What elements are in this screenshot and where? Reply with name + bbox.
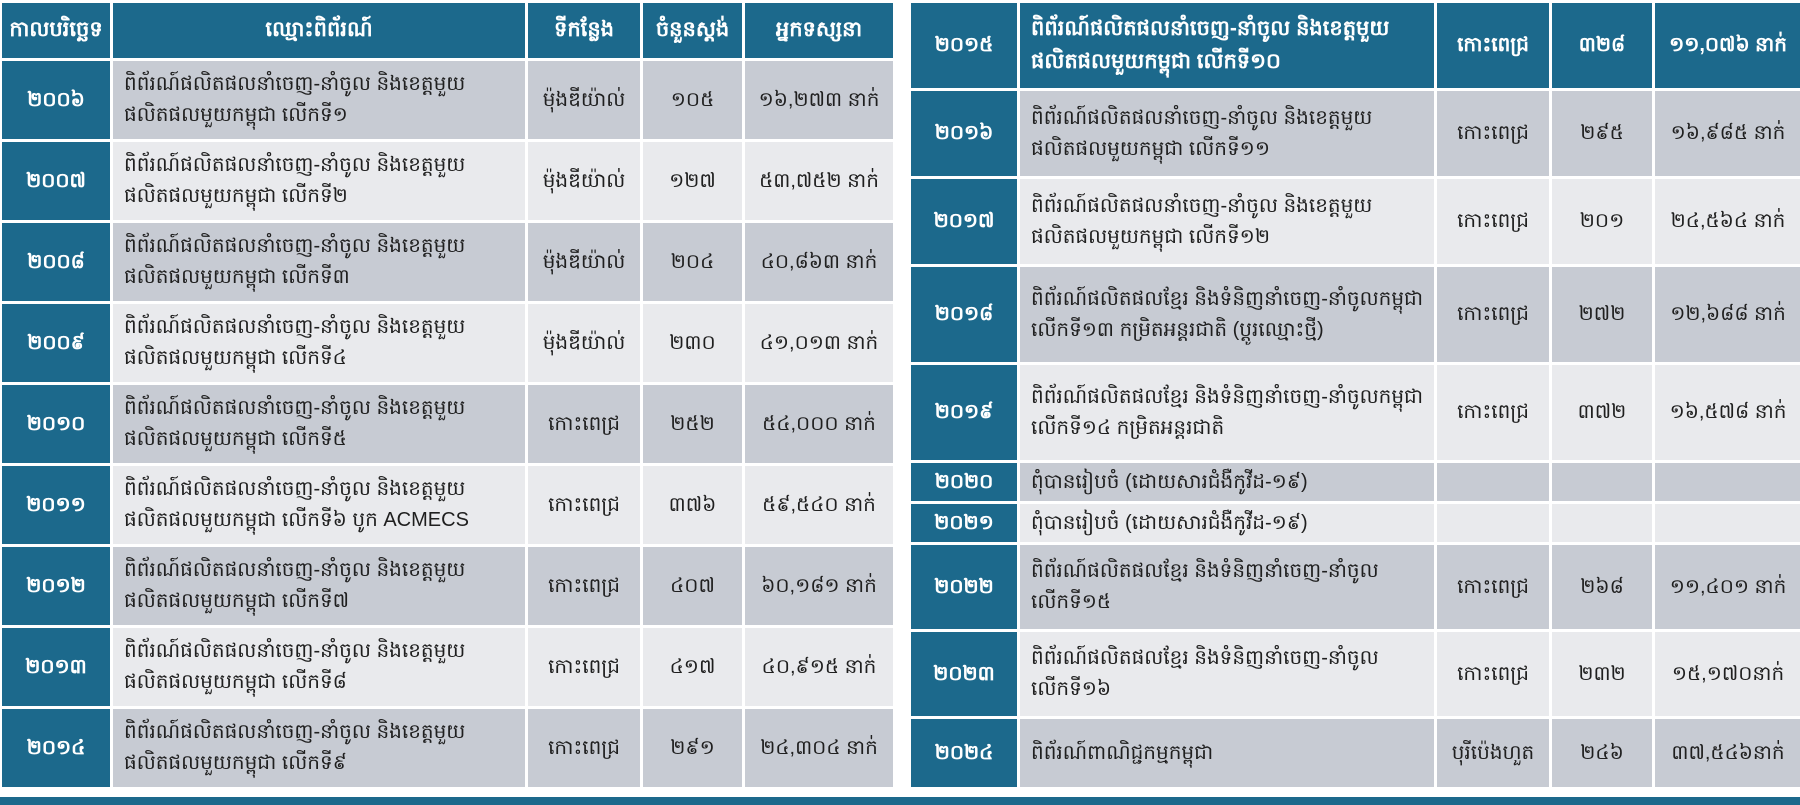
location-cell: កោះពេជ្រ (528, 709, 640, 787)
location-cell: កោះពេជ្រ (528, 628, 640, 706)
stands-cell: ២៣០ (643, 304, 742, 382)
stands-cell: ២៩៥ (1552, 91, 1652, 176)
stands-cell: ២៧២ (1552, 267, 1652, 362)
visitors-cell: ២៤,៥៦៤ នាក់ (1655, 179, 1800, 264)
visitors-cell (1655, 504, 1800, 542)
location-cell: ម៉ុងឌីយ៉ាល់ (528, 304, 640, 382)
visitors-cell: ៦០,១៨១ នាក់ (745, 547, 893, 625)
stands-cell: ២៣២ (1552, 632, 1652, 716)
stands-cell (1552, 504, 1652, 542)
name-cell: ពិព័រណ៍ផលិតផលខ្មែរ និងទំនិញនាំចេញ-នាំចូល លើកទី១៥ (1020, 545, 1434, 629)
year-cell: ២០១៣ (2, 628, 110, 706)
visitors-cell: ១២,៦៨៨ នាក់ (1655, 267, 1800, 362)
visitors-cell: ១១,០៧៦ នាក់ (1655, 3, 1800, 88)
name-cell: ពុំបានរៀបចំ (ដោយសារជំងឺកូវីដ-១៩) (1020, 504, 1434, 542)
visitors-cell: ២៤,៣០៤ នាក់ (745, 709, 893, 787)
name-cell: ពុំបានរៀបចំ (ដោយសារជំងឺកូវីដ-១៩) (1020, 463, 1434, 501)
year-cell: ២០១០ (2, 385, 110, 463)
name-cell: ពិព័រណ៍ផលិតផលនាំចេញ-នាំចូល និងខេត្តមួយផលិតផលមួយកម្ពុជា លើកទី៦ បូក ACMECS (113, 466, 525, 544)
visitors-cell: ៤០,៨៦៣ នាក់ (745, 223, 893, 301)
year-cell: ២០១១ (2, 466, 110, 544)
stands-cell: ២៤៦ (1552, 719, 1652, 787)
visitors-cell: ៥៤,០០០ នាក់ (745, 385, 893, 463)
stands-cell: ១២៧ (643, 142, 742, 220)
location-cell: កោះពេជ្រ (1437, 632, 1549, 716)
year-cell: ២០១៨ (911, 267, 1017, 362)
bottom-accent-bar (0, 797, 1800, 805)
stands-cell: ២៩១ (643, 709, 742, 787)
name-cell: ពិព័រណ៍ផលិតផលខ្មែរ និងទំនិញនាំចេញ-នាំចូលកម្ពុជា លើកទី១៣ កម្រិតអន្តរជាតិ (ប្តូរឈ្មោះថ្មី) (1020, 267, 1434, 362)
year-cell: ២០០៦ (2, 61, 110, 139)
name-cell: ពិព័រណ៍ផលិតផលនាំចេញ-នាំចូល និងខេត្តមួយផលិតផលមួយកម្ពុជា លើកទី៨ (113, 628, 525, 706)
stands-cell: ៣៧២ (1552, 365, 1652, 460)
stands-cell: ២០៤ (643, 223, 742, 301)
year-cell: ២០១៤ (2, 709, 110, 787)
year-cell: ២០២០ (911, 463, 1017, 501)
stands-cell: ៣៧៦ (643, 466, 742, 544)
stands-cell: ៤០៧ (643, 547, 742, 625)
stands-cell: ៣២៨ (1552, 3, 1652, 88)
year-cell: ២០១៧ (911, 179, 1017, 264)
visitors-cell: ១៦,៩៨៥ នាក់ (1655, 91, 1800, 176)
name-cell: ពិព័រណ៍ផលិតផលខ្មែរ និងទំនិញនាំចេញ-នាំចូលកម្ពុជា លើកទី១៤ កម្រិតអន្តរជាតិ (1020, 365, 1434, 460)
exhibitions-table-2015-2024 (911, 3, 1800, 787)
location-cell: កោះពេជ្រ (528, 466, 640, 544)
stands-cell: ២០១ (1552, 179, 1652, 264)
column-header: អ្នកទស្សនា (745, 3, 893, 58)
column-header: ឈ្មោះពិព័រណ៍ (113, 3, 525, 58)
location-cell: កោះពេជ្រ (1437, 267, 1549, 362)
visitors-cell: ៤០,៩១៥ នាក់ (745, 628, 893, 706)
visitors-cell: ១៦,៥៧៨ នាក់ (1655, 365, 1800, 460)
exhibitions-table-2006-2014 (2, 3, 893, 787)
location-cell: បុរីប៉េងហួត (1437, 719, 1549, 787)
location-cell: កោះពេជ្រ (528, 547, 640, 625)
stands-cell: ៤១៧ (643, 628, 742, 706)
column-header: ចំនួនស្តង់ (643, 3, 742, 58)
stands-cell (1552, 463, 1652, 501)
visitors-cell: ១១,៤០១ នាក់ (1655, 545, 1800, 629)
year-cell: ២០០៩ (2, 304, 110, 382)
location-cell: ម៉ុងឌីយ៉ាល់ (528, 223, 640, 301)
location-cell: ម៉ុងឌីយ៉ាល់ (528, 61, 640, 139)
stands-cell: ២៦៨ (1552, 545, 1652, 629)
name-cell: ពិព័រណ៍ផលិតផលនាំចេញ-នាំចូល និងខេត្តមួយផលិតផលមួយកម្ពុជា លើកទី៩ (113, 709, 525, 787)
visitors-cell: ៥៣,៧៥២ នាក់ (745, 142, 893, 220)
year-cell: ២០១២ (2, 547, 110, 625)
location-cell: កោះពេជ្រ (1437, 365, 1549, 460)
year-cell: ២០១៦ (911, 91, 1017, 176)
year-cell: ២០០៨ (2, 223, 110, 301)
location-cell: ម៉ុងឌីយ៉ាល់ (528, 142, 640, 220)
location-cell (1437, 504, 1549, 542)
location-cell: កោះពេជ្រ (1437, 545, 1549, 629)
location-cell: កោះពេជ្រ (1437, 3, 1549, 88)
year-cell: ២០២៣ (911, 632, 1017, 716)
visitors-cell: ១៦,២៧៣ នាក់ (745, 61, 893, 139)
location-cell: កោះពេជ្រ (1437, 179, 1549, 264)
name-cell: ពិព័រណ៍ផលិតផលនាំចេញ-នាំចូល និងខេត្តមួយផលិតផលមួយកម្ពុជា លើកទី៥ (113, 385, 525, 463)
stands-cell: ២៥២ (643, 385, 742, 463)
year-cell: ២០១៥ (911, 3, 1017, 88)
year-cell: ២០២២ (911, 545, 1017, 629)
year-cell: ២០២១ (911, 504, 1017, 542)
stands-cell: ១០៥ (643, 61, 742, 139)
location-cell: កោះពេជ្រ (1437, 91, 1549, 176)
visitors-cell: ៥៩,៥៤០ នាក់ (745, 466, 893, 544)
name-cell: ពិព័រណ៍ផលិតផលនាំចេញ-នាំចូល និងខេត្តមួយផលិតផលមួយកម្ពុជា លើកទី៣ (113, 223, 525, 301)
location-cell: កោះពេជ្រ (528, 385, 640, 463)
year-cell: ២០២៤ (911, 719, 1017, 787)
name-cell: ពិព័រណ៍ផលិតផលនាំចេញ-នាំចូល និងខេត្តមួយផលិតផលមួយកម្ពុជា លើកទី១០ (1020, 3, 1434, 88)
name-cell: ពិព័រណ៍ផលិតផលនាំចេញ-នាំចូល និងខេត្តមួយផលិតផលមួយកម្ពុជា លើកទី១ (113, 61, 525, 139)
name-cell: ពិព័រណ៍ផលិតផលនាំចេញ-នាំចូល និងខេត្តមួយផលិតផលមួយកម្ពុជា លើកទី៧ (113, 547, 525, 625)
visitors-cell: ១៥,១៧០នាក់ (1655, 632, 1800, 716)
name-cell: ពិព័រណ៍ផលិតផលនាំចេញ-នាំចូល និងខេត្តមួយផលិតផលមួយកម្ពុជា លើកទី២ (113, 142, 525, 220)
name-cell: ពិព័រណ៍ពាណិជ្ជកម្មកម្ពុជា (1020, 719, 1434, 787)
column-header: ទីកន្លែង (528, 3, 640, 58)
name-cell: ពិព័រណ៍ផលិតផលនាំចេញ-នាំចូល និងខេត្តមួយផលិតផលមួយកម្ពុជា លើកទី១១ (1020, 91, 1434, 176)
year-cell: ២០១៩ (911, 365, 1017, 460)
name-cell: ពិព័រណ៍ផលិតផលនាំចេញ-នាំចូល និងខេត្តមួយផលិតផលមួយកម្ពុជា លើកទី១២ (1020, 179, 1434, 264)
location-cell (1437, 463, 1549, 501)
column-header: កាលបរិច្ឆេទ (2, 3, 110, 58)
visitors-cell (1655, 463, 1800, 501)
visitors-cell: ៣៧,៥៤៦នាក់ (1655, 719, 1800, 787)
name-cell: ពិព័រណ៍ផលិតផលខ្មែរ និងទំនិញនាំចេញ-នាំចូល លើកទី១៦ (1020, 632, 1434, 716)
year-cell: ២០០៧ (2, 142, 110, 220)
name-cell: ពិព័រណ៍ផលិតផលនាំចេញ-នាំចូល និងខេត្តមួយផលិតផលមួយកម្ពុជា លើកទី៤ (113, 304, 525, 382)
visitors-cell: ៤១,០១៣ នាក់ (745, 304, 893, 382)
